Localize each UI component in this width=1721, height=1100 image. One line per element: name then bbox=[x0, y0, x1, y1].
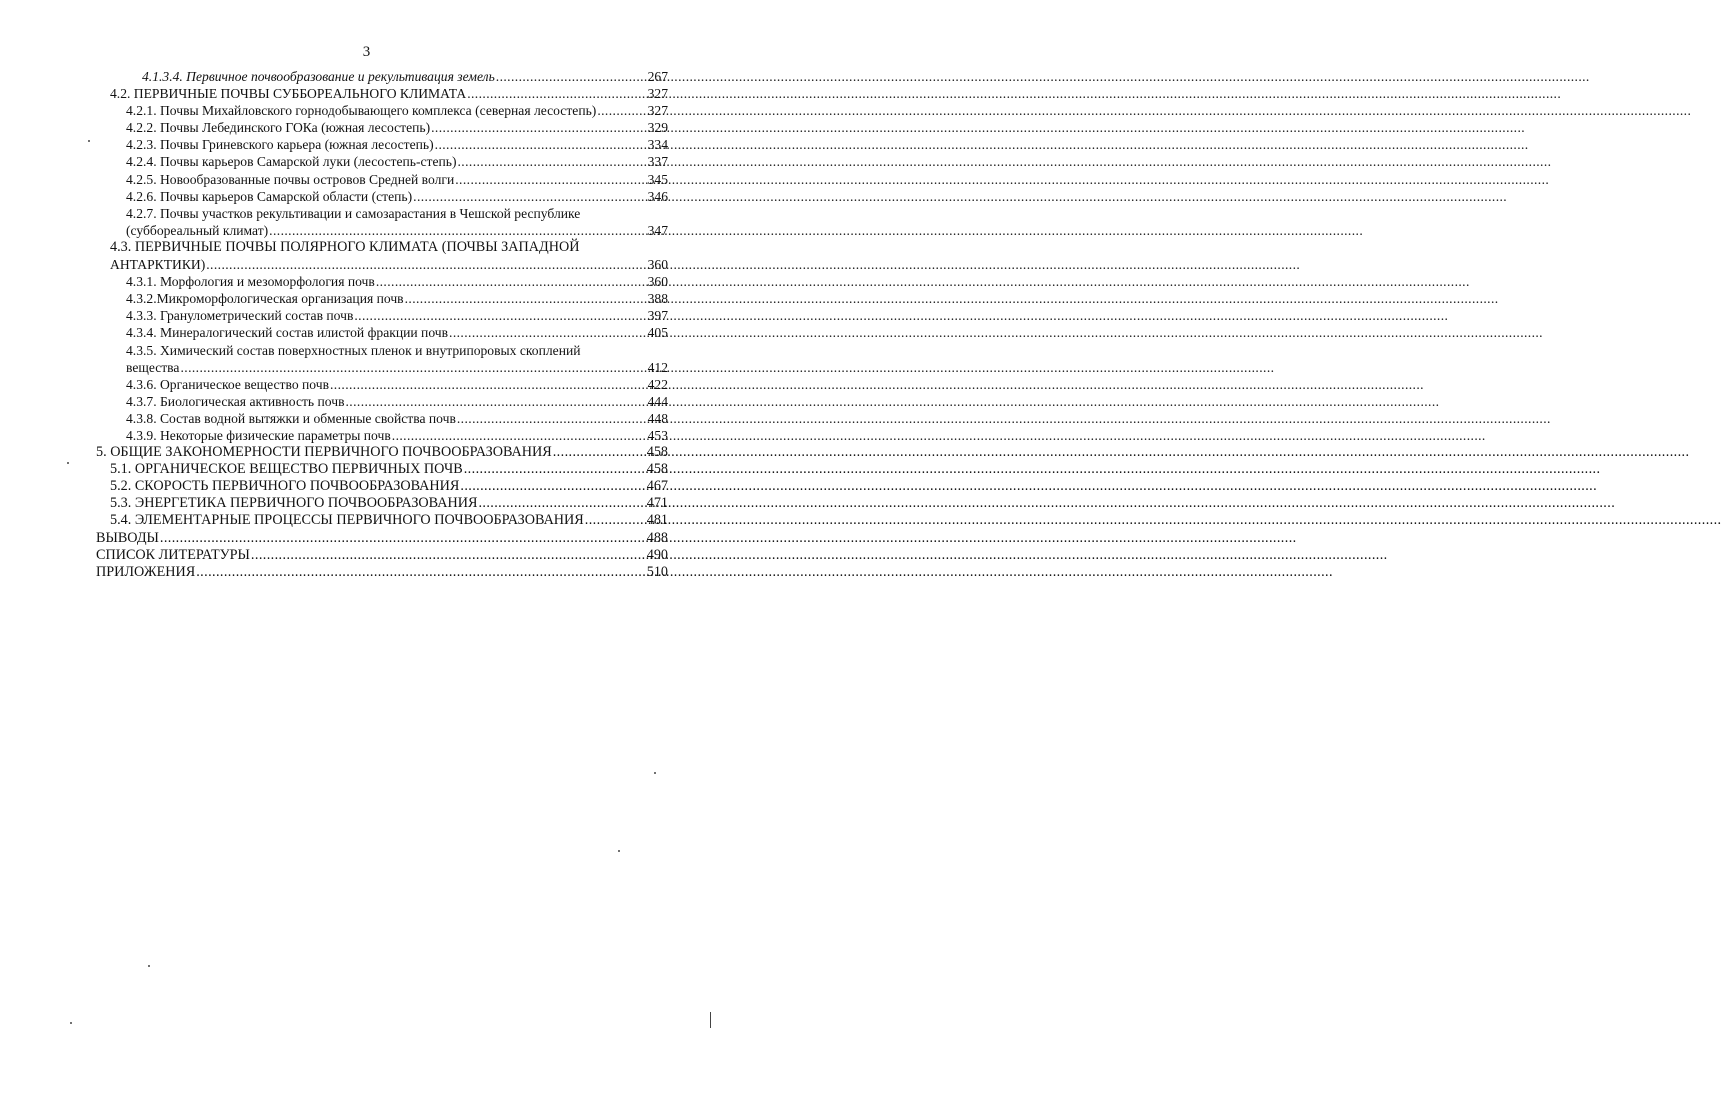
toc-entry-page: 412 bbox=[647, 359, 668, 375]
scan-speck bbox=[148, 965, 150, 967]
toc-entry-page: 488 bbox=[646, 529, 668, 546]
toc-entry bbox=[110, 85, 668, 102]
toc-entry-title: 4.3.4. Минералогический состав илистой фракции почв bbox=[126, 325, 449, 341]
toc-entry-page: 453 bbox=[647, 427, 668, 443]
toc-entry bbox=[126, 273, 668, 290]
toc-entry-title: ВЫВОДЫ bbox=[96, 529, 159, 546]
toc-entry-title: 4.3.3. Гранулометрический состав почв bbox=[126, 308, 354, 324]
toc-entry bbox=[142, 68, 668, 85]
toc-entry bbox=[96, 547, 668, 564]
toc-entry-page: 422 bbox=[647, 376, 668, 392]
dot-leader bbox=[478, 495, 645, 512]
toc-entry-title: 5.4. ЭЛЕМЕНТАРНЫЕ ПРОЦЕССЫ ПЕРВИЧНОГО ПОЧВООБРАЗОВАНИЯ bbox=[110, 512, 584, 529]
toc-entry bbox=[126, 188, 668, 205]
toc-entry-title: 4.2.1. Почвы Михайловского горнодобывающего комплекса (северная лесостепь) bbox=[126, 103, 597, 119]
dot-leader bbox=[553, 444, 646, 461]
toc-entry-page: 327 bbox=[647, 86, 668, 102]
dot-leader bbox=[330, 376, 647, 393]
toc-entry bbox=[126, 427, 668, 444]
toc-entry bbox=[126, 119, 668, 136]
dot-leader bbox=[464, 461, 646, 478]
toc-entry bbox=[126, 171, 668, 188]
scan-speck bbox=[618, 850, 620, 852]
toc-entry-title: 4.2. ПЕРВИЧНЫЕ ПОЧВЫ СУББОРЕАЛЬНОГО КЛИМАТА bbox=[110, 86, 467, 102]
toc-entry-page: 444 bbox=[647, 393, 668, 409]
dot-leader bbox=[449, 324, 647, 341]
dot-leader bbox=[597, 102, 646, 119]
toc-entry-title: 5.3. ЭНЕРГЕТИКА ПЕРВИЧНОГО ПОЧВООБРАЗОВАНИЯ bbox=[110, 495, 478, 512]
toc-entry bbox=[110, 495, 668, 512]
dot-leader bbox=[585, 512, 646, 529]
toc-entry-title: 4.3. ПЕРВИЧНЫЕ ПОЧВЫ ПОЛЯРНОГО КЛИМАТА (ПОЧВЫ ЗАПАДНОЙ bbox=[110, 238, 580, 255]
dot-leader bbox=[206, 256, 646, 273]
toc-entry-page: 346 bbox=[647, 188, 668, 204]
toc-entry bbox=[126, 102, 668, 119]
toc-entry bbox=[126, 376, 668, 393]
page-number: 3 bbox=[362, 44, 371, 60]
dot-leader bbox=[251, 547, 646, 564]
dot-leader bbox=[405, 290, 647, 307]
toc-entry-title: 4.3.1. Морфология и мезоморфология почв bbox=[126, 274, 375, 290]
toc-entry-title: 5.2. СКОРОСТЬ ПЕРВИЧНОГО ПОЧВООБРАЗОВАНИЯ bbox=[110, 478, 460, 495]
table-of-contents bbox=[0, 68, 733, 581]
scan-speck bbox=[710, 1012, 711, 1028]
toc-entry-title: 4.3.8. Состав водной вытяжки и обменные свойства почв bbox=[126, 410, 456, 426]
dot-leader bbox=[455, 171, 646, 188]
toc-entry-page: 448 bbox=[647, 410, 668, 426]
toc-entry-title-continued: АНТАРКТИКИ) bbox=[110, 257, 206, 273]
toc-entry-page: 329 bbox=[647, 120, 668, 136]
toc-entry bbox=[126, 307, 668, 324]
toc-entry-title: 4.2.5. Новообразованные почвы островов Средней волги bbox=[126, 171, 455, 187]
dot-leader bbox=[457, 410, 647, 427]
toc-entry bbox=[126, 410, 668, 427]
dot-leader bbox=[431, 119, 646, 136]
toc-entry bbox=[110, 512, 668, 529]
toc-entry-title: 4.3.6. Органическое вещество почв bbox=[126, 376, 329, 392]
toc-entry-title: 4.1.3.4. Первичное почвообразование и рекультивация земель bbox=[142, 69, 495, 84]
dot-leader bbox=[467, 85, 646, 102]
dot-leader bbox=[269, 222, 646, 239]
scan-speck bbox=[67, 462, 69, 464]
toc-entry-page: 467 bbox=[646, 478, 668, 495]
toc-entry-page: 360 bbox=[647, 274, 668, 290]
toc-entry-page: 397 bbox=[647, 308, 668, 324]
toc-entry-title: 5. ОБЩИЕ ЗАКОНОМЕРНОСТИ ПЕРВИЧНОГО ПОЧВООБРАЗОВАНИЯ bbox=[96, 444, 552, 461]
toc-entry-page: 347 bbox=[647, 222, 668, 238]
toc-entry bbox=[126, 136, 668, 153]
toc-entry bbox=[96, 564, 668, 581]
toc-entry-page: 481 bbox=[646, 512, 668, 529]
dot-leader bbox=[435, 136, 647, 153]
dot-leader bbox=[354, 307, 646, 324]
dot-leader bbox=[392, 427, 647, 444]
toc-entry bbox=[126, 342, 668, 376]
toc-entry-page: 337 bbox=[647, 154, 668, 170]
toc-entry-page: 327 bbox=[647, 103, 668, 119]
toc-entry bbox=[126, 153, 668, 170]
toc-entry-page: 334 bbox=[647, 137, 668, 153]
dot-leader bbox=[196, 564, 645, 581]
toc-entry-title: 4.2.7. Почвы участков рекультивации и самозарастания в Чешской республике bbox=[126, 205, 581, 221]
toc-entry bbox=[110, 478, 668, 495]
toc-entry-page: 458 bbox=[646, 444, 668, 461]
scan-speck bbox=[70, 1022, 72, 1024]
toc-entry-page: 458 bbox=[646, 461, 668, 478]
dot-leader bbox=[496, 68, 647, 85]
toc-entry-title: 4.3.5. Химический состав поверхностных пленок и внутрипоровых скоплений bbox=[126, 342, 581, 358]
toc-entry bbox=[110, 461, 668, 478]
toc-entry bbox=[96, 444, 668, 461]
toc-entry-title-continued: вещества bbox=[126, 359, 180, 375]
scan-speck bbox=[88, 140, 90, 142]
toc-entry-title: 4.2.2. Почвы Лебединского ГОКа (южная лесостепь) bbox=[126, 120, 431, 136]
toc-entry bbox=[126, 393, 668, 410]
toc-entry-page: 267 bbox=[647, 69, 668, 84]
toc-entry-title: ПРИЛОЖЕНИЯ bbox=[96, 563, 196, 580]
toc-entry-title: СПИСОК ЛИТЕРАТУРЫ bbox=[96, 546, 250, 563]
dot-leader bbox=[460, 478, 645, 495]
toc-entry bbox=[96, 530, 668, 547]
toc-entry bbox=[126, 324, 668, 341]
toc-entry-title: 4.3.9. Некоторые физические параметры почв bbox=[126, 427, 391, 443]
toc-entry-title-continued: (суббореальный климат) bbox=[126, 222, 269, 238]
toc-entry-title: 4.2.3. Почвы Гриневского карьера (южная лесостепь) bbox=[126, 137, 434, 153]
toc-entry bbox=[126, 205, 668, 239]
dot-leader bbox=[180, 359, 646, 376]
toc-entry-page: 510 bbox=[646, 563, 668, 580]
toc-entry-page: 405 bbox=[647, 325, 668, 341]
toc-entry-page: 490 bbox=[646, 546, 668, 563]
toc-entry-title: 4.3.2.Микроморфологическая организация почв bbox=[126, 291, 404, 307]
toc-entry-title: 4.2.6. Почвы карьеров Самарской области (степь) bbox=[126, 188, 413, 204]
toc-entry-title: 4.3.7. Биологическая активность почв bbox=[126, 393, 345, 409]
toc-entry bbox=[110, 239, 668, 273]
toc-entry-page: 388 bbox=[647, 291, 668, 307]
dot-leader bbox=[346, 393, 647, 410]
toc-entry-page: 345 bbox=[647, 171, 668, 187]
scan-speck bbox=[654, 772, 656, 774]
toc-entry-title: 5.1. ОРГАНИЧЕСКОЕ ВЕЩЕСТВО ПЕРВИЧНЫХ ПОЧВ bbox=[110, 461, 463, 478]
dot-leader bbox=[413, 188, 646, 205]
dot-leader bbox=[376, 273, 647, 290]
toc-entry bbox=[126, 290, 668, 307]
toc-entry-page: 471 bbox=[646, 495, 668, 512]
toc-entry-page: 360 bbox=[647, 257, 668, 273]
dot-leader bbox=[160, 530, 646, 547]
toc-entry-title: 4.2.4. Почвы карьеров Самарской луки (лесостепь-степь) bbox=[126, 154, 457, 170]
dot-leader bbox=[458, 153, 647, 170]
